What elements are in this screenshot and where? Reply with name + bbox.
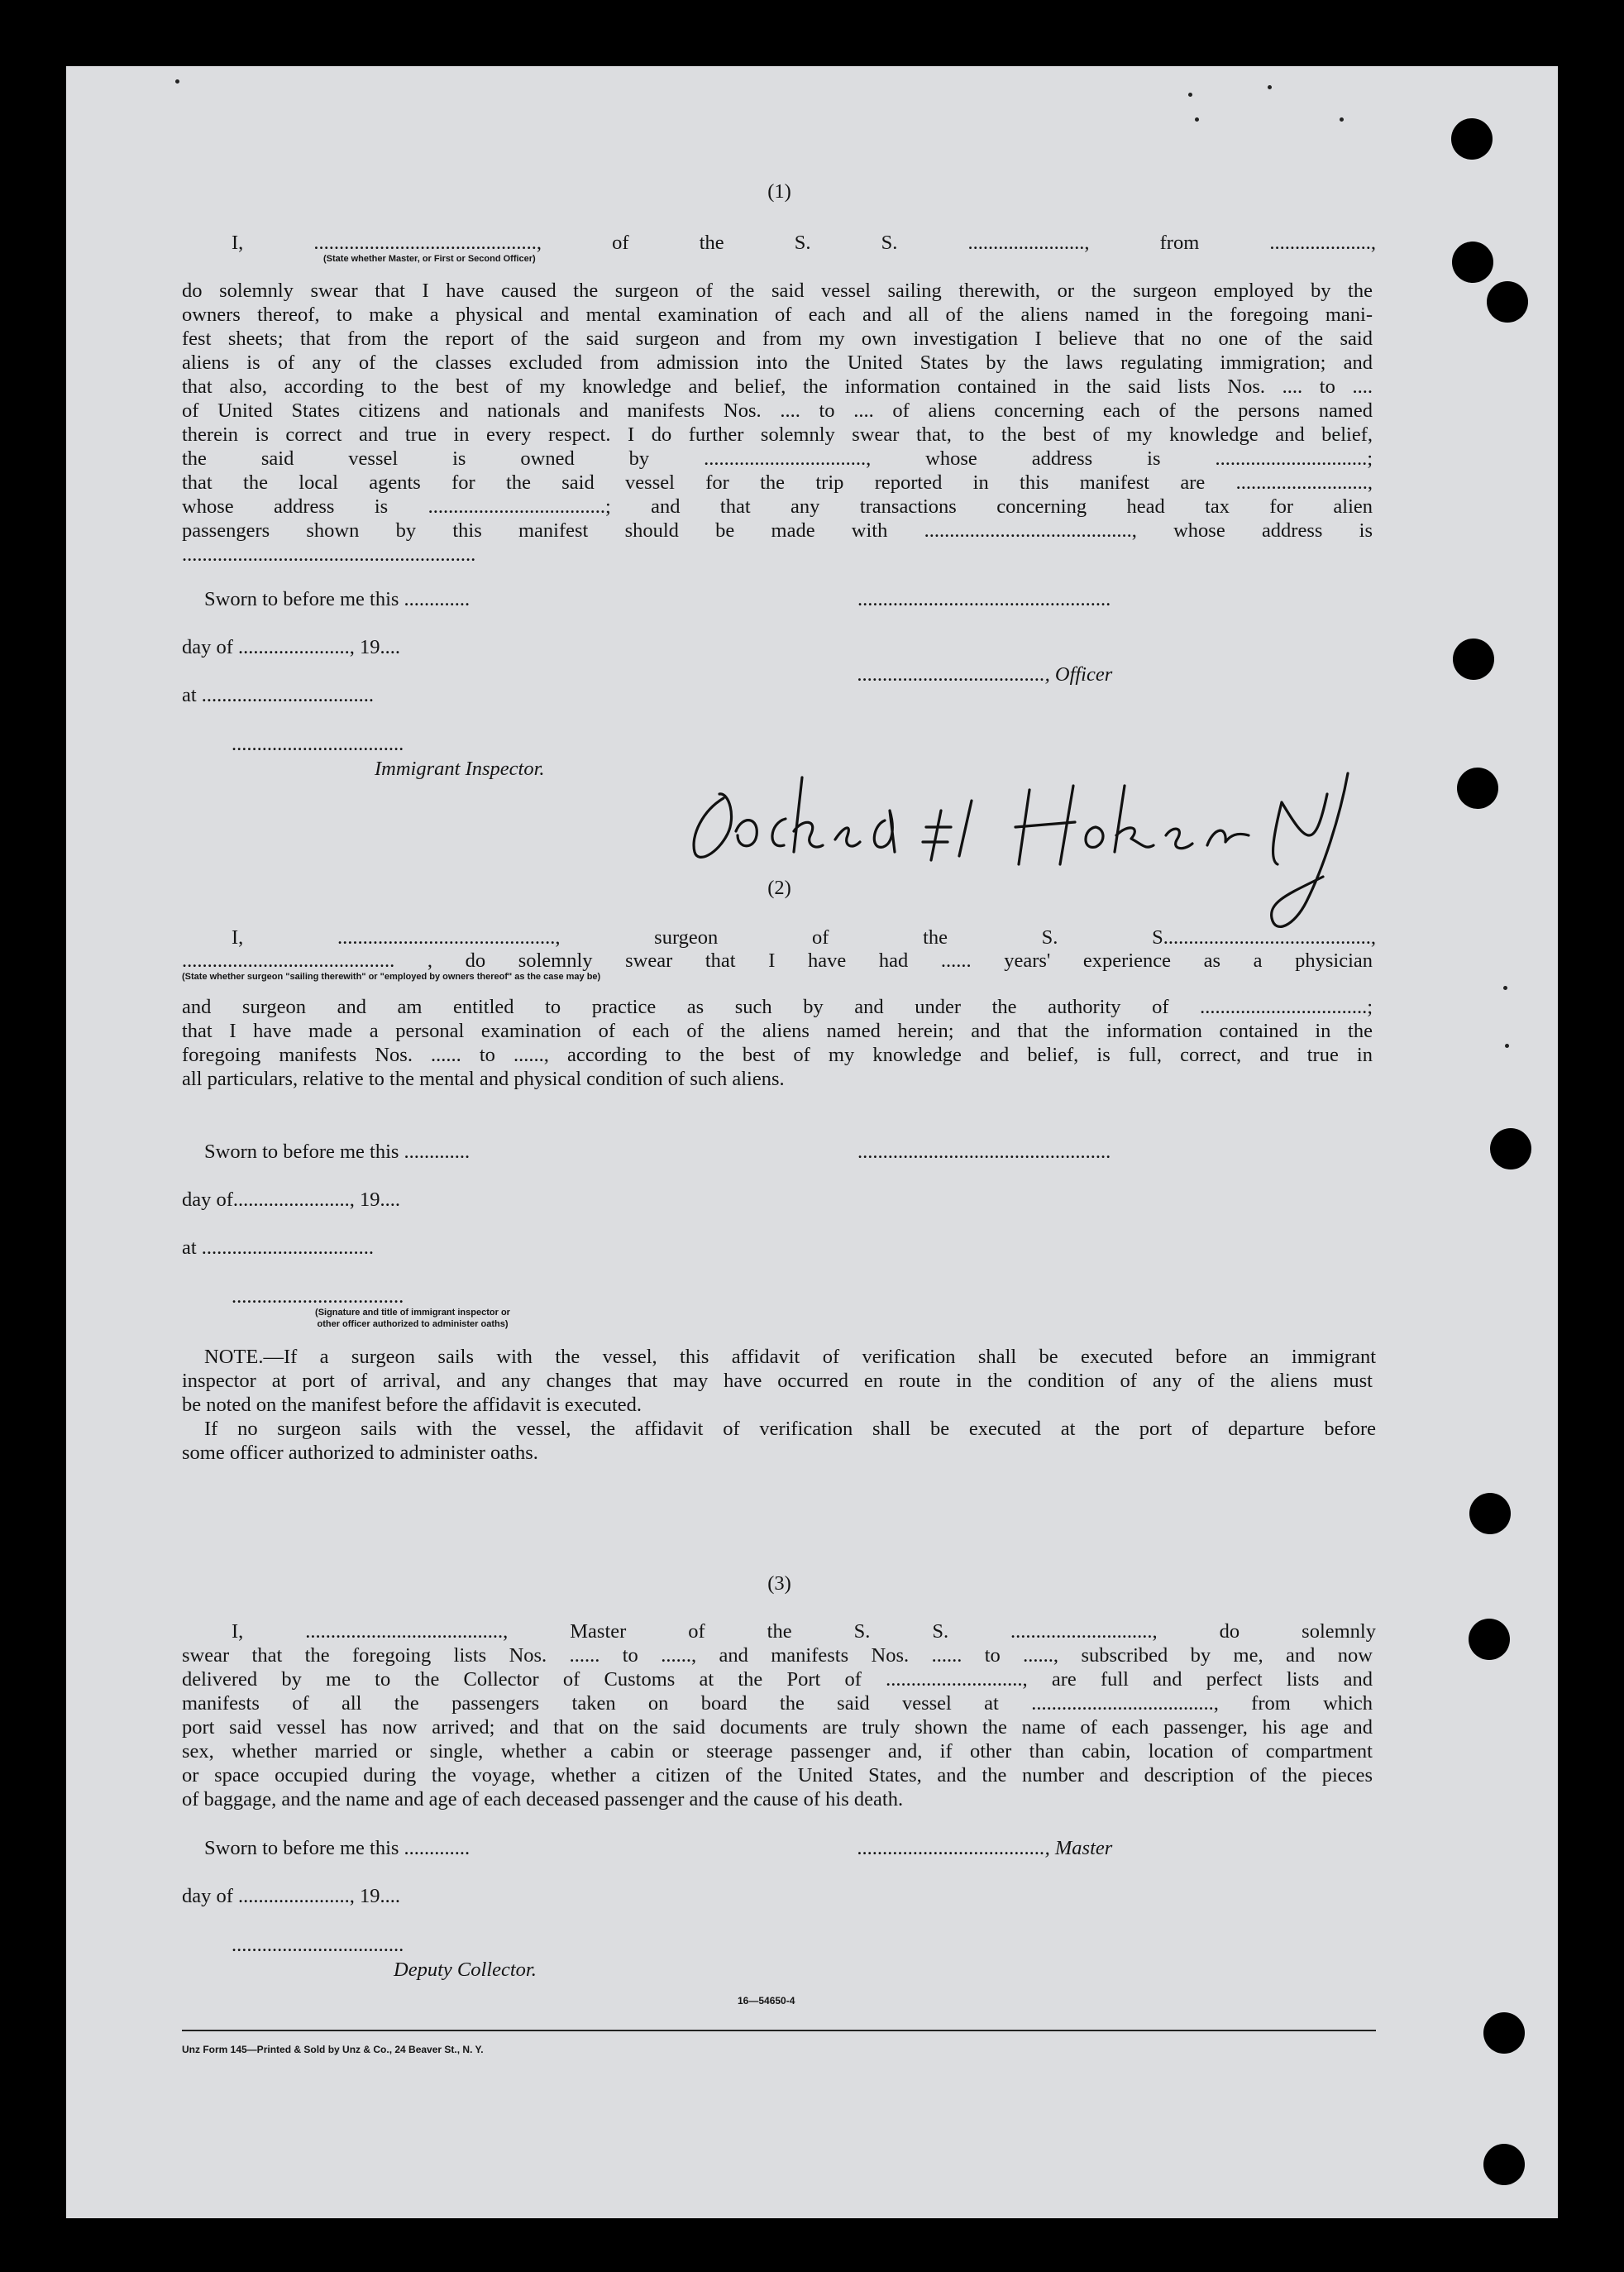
section-2-signature-dots: .................................. [232, 1285, 404, 1308]
section-1-body-line: whose address is ...................................; and that any transactions concerning head tax for alien [182, 495, 1373, 518]
section-1-last-line: .......................................................... [182, 543, 476, 566]
note-2-last-line: some officer authorized to administer oaths. [182, 1442, 538, 1464]
section-3-body-line: swear that the foregoing lists Nos. ...... to ......, and manifests Nos. ...... to ......, subscribed by me, and now [182, 1644, 1373, 1667]
punch-hole [1469, 1493, 1511, 1534]
section-2-day-line: day of......................., 19.... [182, 1189, 401, 1211]
section-3-last-line: of baggage, and the name and age of each deceased passenger and the cause of his death. [182, 1788, 904, 1810]
ink-speck [1195, 117, 1199, 122]
section-1-body-line: that also, according to the best of my knowledge and belief, the information contained in the said lists Nos. .... to .... [182, 375, 1373, 398]
ink-speck [1340, 117, 1344, 122]
section-2-intro-line: I, ..........................................., surgeon of the S. S........................................., [232, 926, 1376, 949]
section-1-intro-note: (State whether Master, or First or Second Officer) [323, 254, 536, 264]
ink-speck [175, 79, 179, 84]
section-1-intro-line: I, ............................................, of the S. S. ......................., from ...................., [232, 232, 1376, 254]
note-line: NOTE.—If a surgeon sails with the vessel, this affidavit of verification shall be executed before an immigrant [204, 1346, 1376, 1368]
section-3-body-line: port said vessel has now arrived; and that on the said documents are truly shown the name of each passenger, his age and [182, 1716, 1373, 1739]
section-2-signature-line: .................................................. [857, 1141, 1111, 1163]
section-2-number: (2) [767, 877, 791, 899]
section-1-body-line: the said vessel is owned by ................................, whose address is ..............................; [182, 447, 1373, 470]
section-1-number: (1) [767, 180, 791, 203]
section-1-sworn-line: Sworn to before me this ............. [204, 588, 470, 610]
note-2-line: If no surgeon sails with the vessel, the affidavit of verification shall be executed at the port of departure before [204, 1418, 1376, 1440]
footer-rule [182, 2030, 1376, 2031]
punch-hole [1483, 2144, 1525, 2185]
section-3-number: (3) [767, 1572, 791, 1595]
section-3-collector-label: Deputy Collector. [394, 1959, 537, 1981]
section-2-body-line: foregoing manifests Nos. ...... to ......, according to the best of my knowledge and belief, is full, correct, and true in [182, 1044, 1373, 1066]
section-2-sworn-line: Sworn to before me this ............. [204, 1141, 470, 1163]
section-2-at-line: at .................................. [182, 1236, 375, 1259]
punch-hole [1452, 242, 1493, 283]
handwritten-annotation [678, 753, 1406, 951]
punch-hole [1469, 1619, 1510, 1660]
punch-hole [1490, 1128, 1531, 1169]
ink-speck [1268, 85, 1272, 89]
section-3-master-line: ....................................., Master [857, 1837, 1113, 1859]
punch-hole [1457, 768, 1498, 809]
section-3-body-line: manifests of all the passengers taken on board the said vessel at ...................................., from which [182, 1692, 1373, 1715]
section-2-signature-note: other officer authorized to administer oaths) [317, 1319, 509, 1329]
section-1-at-line: at .................................. [182, 684, 375, 706]
section-3-body-line: or space occupied during the voyage, whether a citizen of the United States, and the number and description of the pieces [182, 1764, 1373, 1787]
section-1-officer-signature-line: .................................................. [857, 588, 1111, 610]
punch-hole [1453, 639, 1494, 680]
section-2-second-line: .......................................... , do solemnly swear that I have had ...... years' experience as a physician [182, 949, 1373, 972]
section-3-intro-line: I, ......................................., Master of the S. S. ............................, do solemnly [232, 1620, 1376, 1643]
section-3-day-line: day of ......................, 19.... [182, 1885, 401, 1907]
section-1-body-line: do solemnly swear that I have caused the surgeon of the said vessel sailing therewith, or the surgeon employed by the [182, 280, 1373, 302]
note-last-line: be noted on the manifest before the affidavit is executed. [182, 1394, 642, 1416]
section-2-second-line-note: (State whether surgeon "sailing therewith" or "employed by owners thereof" as the case may be) [182, 972, 601, 982]
section-2-signature-note: (Signature and title of immigrant inspector or [315, 1308, 510, 1318]
footer-imprint: Unz Form 145—Printed & Sold by Unz & Co., 24 Beaver St., N. Y. [182, 2044, 484, 2055]
section-3-sworn-line: Sworn to before me this ............. [204, 1837, 470, 1859]
section-1-signature-dots: .................................. [232, 733, 404, 755]
note-line: inspector at port of arrival, and any changes that may have occurred en route in the condition of any of the aliens must [182, 1370, 1373, 1392]
section-1-body-line: therein is correct and true in every respect. I do further solemnly swear that, to the best of my knowledge and belief, [182, 423, 1373, 446]
ink-speck [1505, 1044, 1509, 1048]
section-1-inspector-label: Immigrant Inspector. [375, 758, 545, 780]
section-1-body-line: owners thereof, to make a physical and mental examination of each and all of the aliens named in the foregoing mani- [182, 304, 1373, 326]
section-1-body-line: that the local agents for the said vessel for the trip reported in this manifest are .........................., [182, 471, 1373, 494]
section-2-body-line: and surgeon and am entitled to practice as such by and under the authority of .................................; [182, 996, 1373, 1018]
section-2-last-line: all particulars, relative to the mental and physical condition of such aliens. [182, 1068, 785, 1090]
punch-hole [1483, 2012, 1525, 2054]
ink-speck [1188, 93, 1192, 97]
section-1-body-line: passengers shown by this manifest should be made with ........................................., whose address is [182, 519, 1373, 542]
section-1-day-line: day of ......................, 19.... [182, 636, 401, 658]
form-code: 16—54650-4 [738, 1995, 795, 2007]
section-1-body-line: fest sheets; that from the report of the said surgeon and from my own investigation I believe that no one of the said [182, 328, 1373, 350]
section-3-body-line: sex, whether married or single, whether a cabin or steerage passenger and, if other than cabin, location of compartment [182, 1740, 1373, 1763]
ink-speck [1503, 986, 1507, 990]
punch-hole [1451, 118, 1493, 160]
punch-hole [1487, 281, 1528, 323]
section-1-body-line: of United States citizens and nationals and manifests Nos. .... to .... of aliens concerning each of the persons named [182, 399, 1373, 422]
section-3-body-line: delivered by me to the Collector of Customs at the Port of ..........................., are full and perfect lists and [182, 1668, 1373, 1691]
section-3-signature-dots: .................................. [232, 1934, 404, 1956]
section-1-body-line: aliens is of any of the classes excluded from admission into the United States by the laws regulating immigration; and [182, 352, 1373, 374]
section-1-officer-line: ....................................., Officer [857, 663, 1113, 686]
section-2-body-line: that I have made a personal examination of each of the aliens named herein; and that the information contained in the [182, 1020, 1373, 1042]
